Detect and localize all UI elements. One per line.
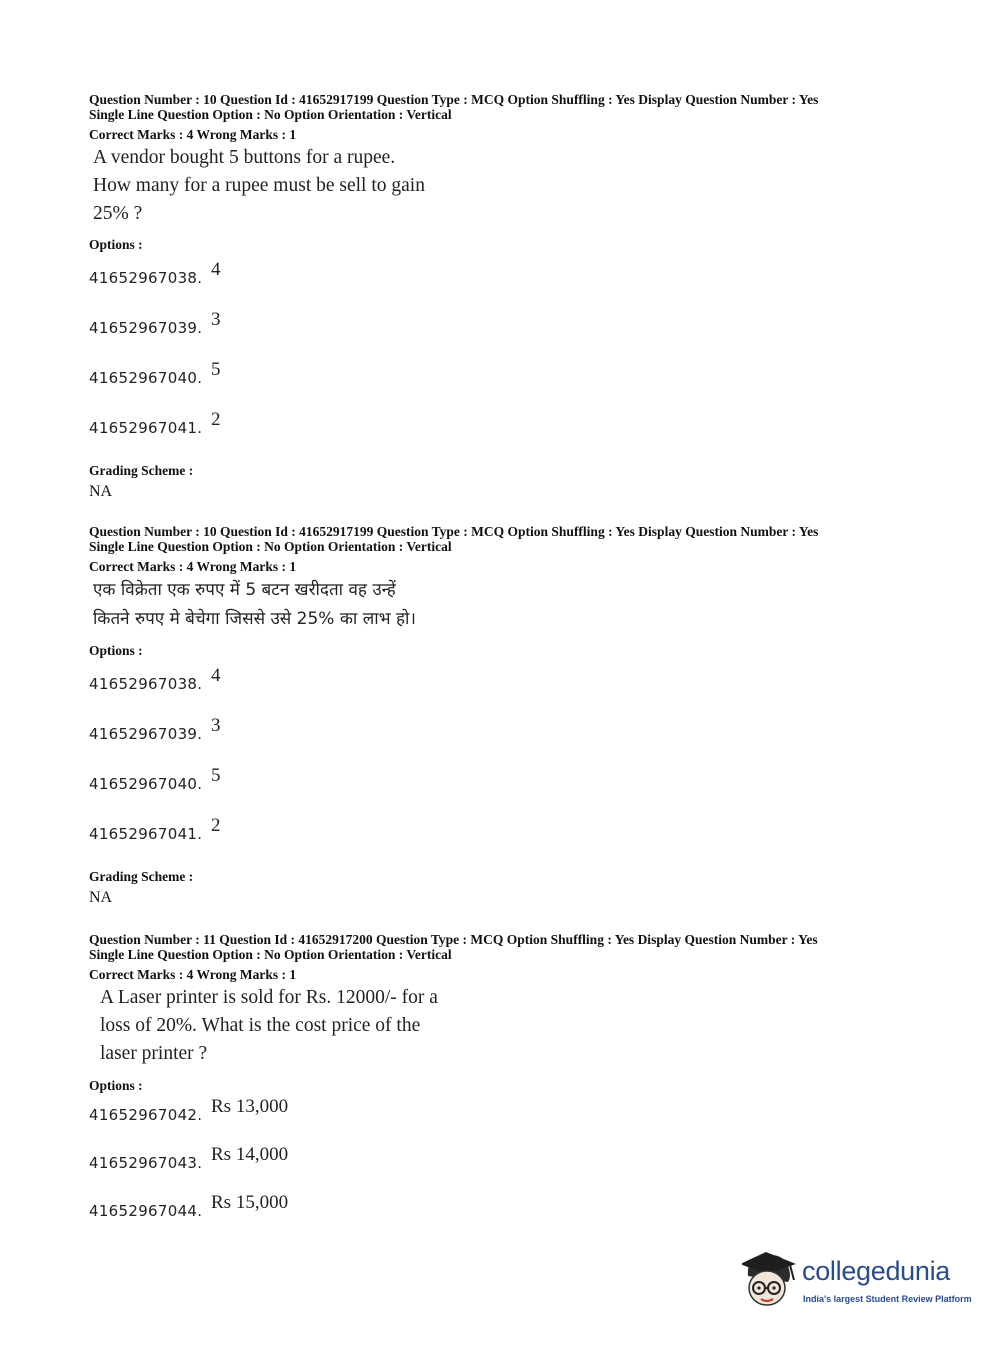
marks-line: Correct Marks : 4 Wrong Marks : 1 — [89, 559, 297, 574]
question-text-line: How many for a rupee must be sell to gain — [93, 175, 425, 196]
option-id: 41652967038. — [89, 269, 203, 287]
question-block-1 — [89, 92, 909, 501]
options-list — [89, 259, 909, 459]
option-id: 41652967038. — [89, 675, 203, 693]
option-value: Rs 14,000 — [211, 1144, 289, 1165]
options-list — [89, 1096, 909, 1240]
options-label: Options : — [89, 237, 143, 252]
option-value: 3 — [211, 715, 221, 736]
question-meta-line: Question Number : 11 Question Id : 41652917200 Question Type : MCQ Option Shuffling : Yes Display Question Number : Yes — [89, 932, 818, 947]
option-item — [89, 359, 909, 409]
question-text-line: A Laser printer is sold for Rs. 12000/- for a — [100, 987, 438, 1008]
question-text — [93, 144, 909, 228]
option-id: 41652967040. — [89, 369, 203, 387]
option-id: 41652967039. — [89, 725, 203, 743]
question-text-line: एक विक्रेता एक रुपए में 5 बटन खरीदता वह उन्हें — [93, 580, 396, 600]
question-text-line: 25% ? — [93, 203, 143, 224]
collegedunia-logo — [742, 1248, 972, 1310]
option-id: 41652967043. — [89, 1154, 203, 1172]
option-value: Rs 15,000 — [211, 1192, 289, 1213]
option-value: 2 — [211, 409, 221, 430]
option-id: 41652967042. — [89, 1106, 203, 1124]
question-text-line: laser printer ? — [100, 1043, 208, 1064]
grading-scheme-label: Grading Scheme : — [89, 869, 194, 884]
question-meta-line: Single Line Question Option : No Option Orientation : Vertical — [89, 947, 452, 962]
option-item — [89, 259, 909, 309]
option-item — [89, 1192, 909, 1240]
question-text — [100, 984, 909, 1068]
marks-line: Correct Marks : 4 Wrong Marks : 1 — [89, 127, 297, 142]
question-text-line: A vendor bought 5 buttons for a rupee. — [93, 147, 396, 168]
logo-wordmark: collegedunia — [802, 1256, 951, 1286]
option-value: 4 — [211, 259, 221, 280]
option-item — [89, 1144, 909, 1192]
grading-scheme-value: NA — [89, 889, 113, 906]
option-id: 41652967044. — [89, 1202, 203, 1220]
options-label: Options : — [89, 1078, 143, 1093]
option-id: 41652967041. — [89, 419, 203, 437]
question-meta-line: Question Number : 10 Question Id : 41652917199 Question Type : MCQ Option Shuffling : Yes Display Question Number : Yes — [89, 92, 819, 107]
option-item — [89, 1096, 909, 1144]
question-block-3 — [89, 932, 909, 1240]
option-item — [89, 715, 909, 765]
option-id: 41652967040. — [89, 775, 203, 793]
option-value: 3 — [211, 309, 221, 330]
question-meta-line: Single Line Question Option : No Option Orientation : Vertical — [89, 107, 452, 122]
option-value: 2 — [211, 815, 221, 836]
option-id: 41652967041. — [89, 825, 203, 843]
logo-tagline: India's largest Student Review Platform — [803, 1294, 972, 1304]
question-meta-line: Single Line Question Option : No Option Orientation : Vertical — [89, 539, 452, 554]
option-item — [89, 665, 909, 715]
grading-scheme-value: NA — [89, 483, 113, 500]
marks-line: Correct Marks : 4 Wrong Marks : 1 — [89, 967, 297, 982]
option-item — [89, 409, 909, 459]
question-text-line: कितने रुपए मे बेचेगा जिससे उसे 25% का लाभ हो। — [93, 609, 416, 629]
option-item — [89, 765, 909, 815]
student-mascot-icon — [742, 1248, 800, 1310]
option-id: 41652967039. — [89, 319, 203, 337]
question-text-line: loss of 20%. What is the cost price of the — [100, 1015, 421, 1036]
question-block-2 — [89, 524, 909, 907]
option-value: Rs 13,000 — [211, 1096, 289, 1117]
option-value: 5 — [211, 765, 221, 786]
option-value: 5 — [211, 359, 221, 380]
option-value: 4 — [211, 665, 221, 686]
question-meta-line: Question Number : 10 Question Id : 41652917199 Question Type : MCQ Option Shuffling : Yes Display Question Number : Yes — [89, 524, 819, 539]
question-text — [93, 576, 909, 634]
option-item — [89, 815, 909, 865]
option-item — [89, 309, 909, 359]
options-list — [89, 665, 909, 865]
grading-scheme-label: Grading Scheme : — [89, 463, 194, 478]
options-label: Options : — [89, 643, 143, 658]
